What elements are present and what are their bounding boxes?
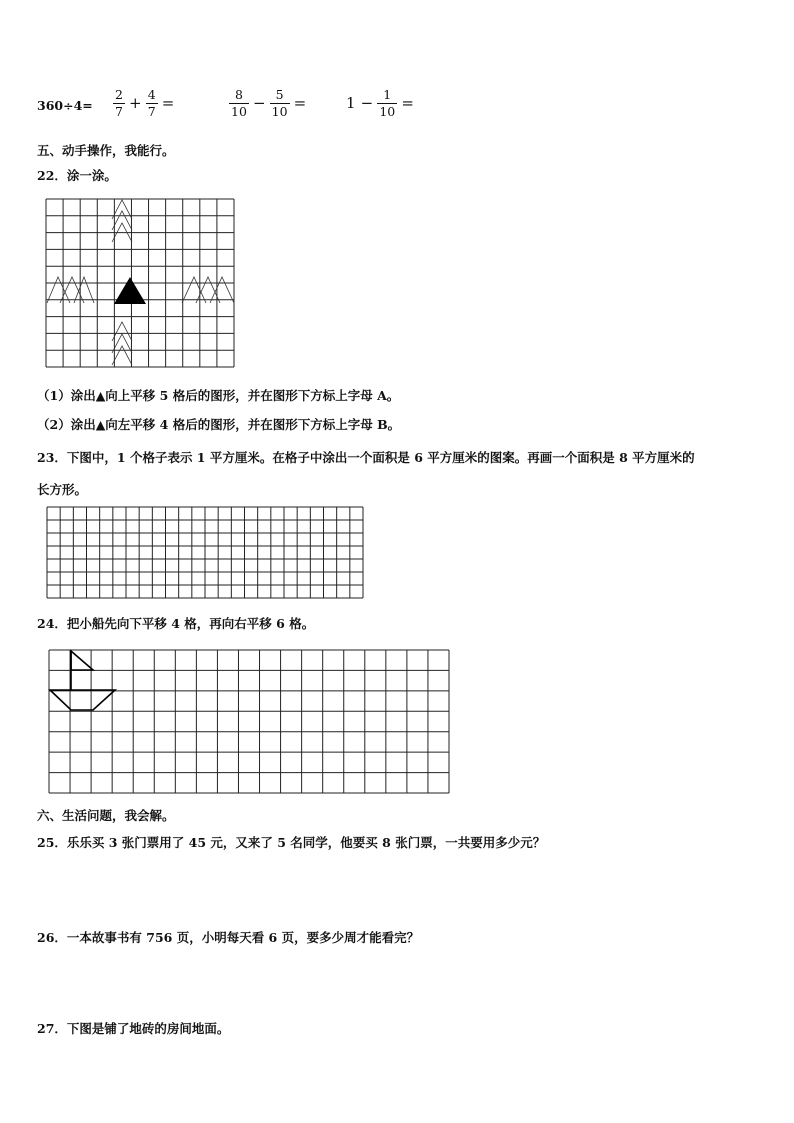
boat-icon — [50, 651, 115, 710]
expr-fraction-subtract: $\frac{8}{10}$ − $\frac{5}{10}$ = — [231, 87, 307, 119]
q22-grid — [46, 199, 236, 369]
expr-360-div-4: 360÷4= — [37, 98, 93, 113]
q23-line2: 长方形。 — [37, 482, 88, 497]
q27-text: 27．下图是铺了地砖的房间地面。 — [37, 1021, 230, 1036]
expr-one-minus-fraction: 1 − $\frac{1}{10}$ = — [346, 87, 414, 119]
section-6-heading: 六、生活问题，我会解。 — [37, 808, 175, 823]
q26-text: 26．一本故事书有 756 页，小明每天看 6 页，要多少周才能看完？ — [37, 930, 420, 945]
q24-grid — [49, 650, 451, 795]
q22-sub1: （1）涂出▲向上平移 5 格后的图形，并在图形下方标上字母 A。 — [37, 388, 400, 403]
q23-grid — [47, 507, 365, 600]
q22-title: 22．涂一涂。 — [37, 168, 117, 183]
black-triangle-icon — [114, 277, 146, 304]
q24-title: 24．把小船先向下平移 4 格，再向右平移 6 格。 — [37, 616, 315, 631]
q22-sub2: （2）涂出▲向左平移 4 格后的图形，并在图形下方标上字母 B。 — [37, 417, 401, 432]
q25-text: 25．乐乐买 3 张门票用了 45 元，又来了 5 名同学，他要买 8 张门票，一共要用多少元？ — [37, 835, 546, 850]
expr-fraction-add: $\frac{2}{7}$ + $\frac{4}{7}$ = — [115, 87, 175, 119]
section-5-heading: 五、动手操作，我能行。 — [37, 143, 175, 158]
q23-line1: 23．下图中，1 个格子表示 1 平方厘米。在格子中涂出一个面积是 6 平方厘米的图案。再画一个面积是 8 平方厘米的 — [37, 450, 695, 465]
